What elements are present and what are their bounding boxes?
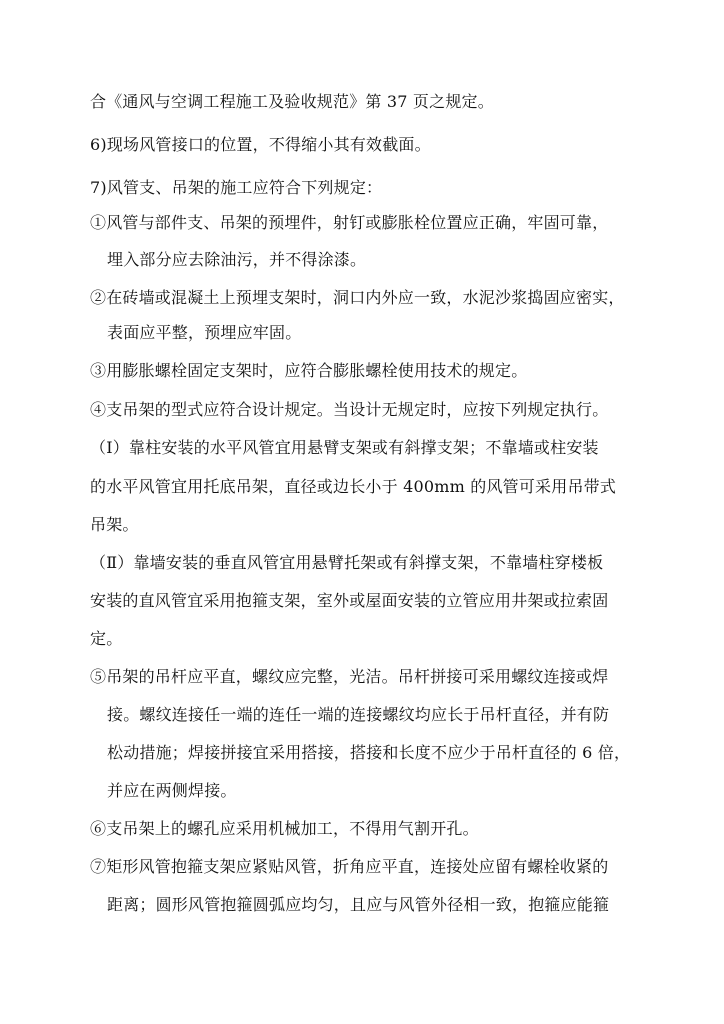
text-line: ⑥支吊架上的螺孔应采用机械加工，不得用气割开孔。 xyxy=(90,819,479,838)
text-line: 定。 xyxy=(90,629,123,648)
text-line: 的水平风管宜用托底吊架，直径或边长小于 400mm 的风管可采用吊带式 xyxy=(90,477,617,496)
text-line: 7)风管支、吊架的施工应符合下列规定： xyxy=(90,178,383,197)
text-line: 安装的直风管宜采用抱箍支架，室外或屋面安装的立管应用井架或拉索固 xyxy=(90,591,609,610)
text-line: ③用膨胀螺栓固定支架时，应符合膨胀螺栓使用技术的规定。 xyxy=(90,361,528,380)
text-line: （Ⅰ）靠柱安装的水平风管宜用悬臂支架或有斜撑支架；不靠墙或柱安装 xyxy=(90,438,599,457)
text-line: （Ⅱ）靠墙安装的垂直风管宜用悬臂托架或有斜撑支架，不靠墙柱穿楼板 xyxy=(90,553,604,572)
text-line: 6)现场风管接口的位置，不得缩小其有效截面。 xyxy=(90,135,431,154)
text-line: 接。螺纹连接任一端的连任一端的连接螺纹均应长于吊杆直径，并有防 xyxy=(107,705,610,724)
text-line: ④支吊架的型式应符合设计规定。当设计无规定时，应按下列规定执行。 xyxy=(90,400,609,419)
text-line: 松动措施；焊接拼接宜采用搭接，搭接和长度不应少于吊杆直径的 6 倍， xyxy=(107,743,631,762)
text-line: ②在砖墙或混凝土上预埋支架时，洞口内外应一致，水泥沙浆捣固应密实， xyxy=(90,288,625,307)
text-line: ①风管与部件支、吊架的预埋件，射钉或膨胀栓位置应正确，牢固可靠， xyxy=(90,213,609,232)
text-line: 吊架。 xyxy=(90,515,139,534)
text-line: ⑤吊架的吊杆应平直，螺纹应完整，光洁。吊杆拼接可采用螺纹连接或焊 xyxy=(90,667,609,686)
text-line: 合《通风与空调工程施工及验收规范》第 37 页之规定。 xyxy=(90,92,494,111)
text-line: 表面应平整，预埋应牢固。 xyxy=(107,323,302,342)
text-line: ⑦矩形风管抱箍支架应紧贴风管，折角应平直，连接处应留有螺栓收紧的 xyxy=(90,857,609,876)
text-line: 埋入部分应去除油污，并不得涂漆。 xyxy=(107,250,367,269)
text-line: 距离；圆形风管抱箍圆弧应均匀，且应与风管外径相一致，抱箍应能箍 xyxy=(107,895,610,914)
text-line: 并应在两侧焊接。 xyxy=(107,781,237,800)
